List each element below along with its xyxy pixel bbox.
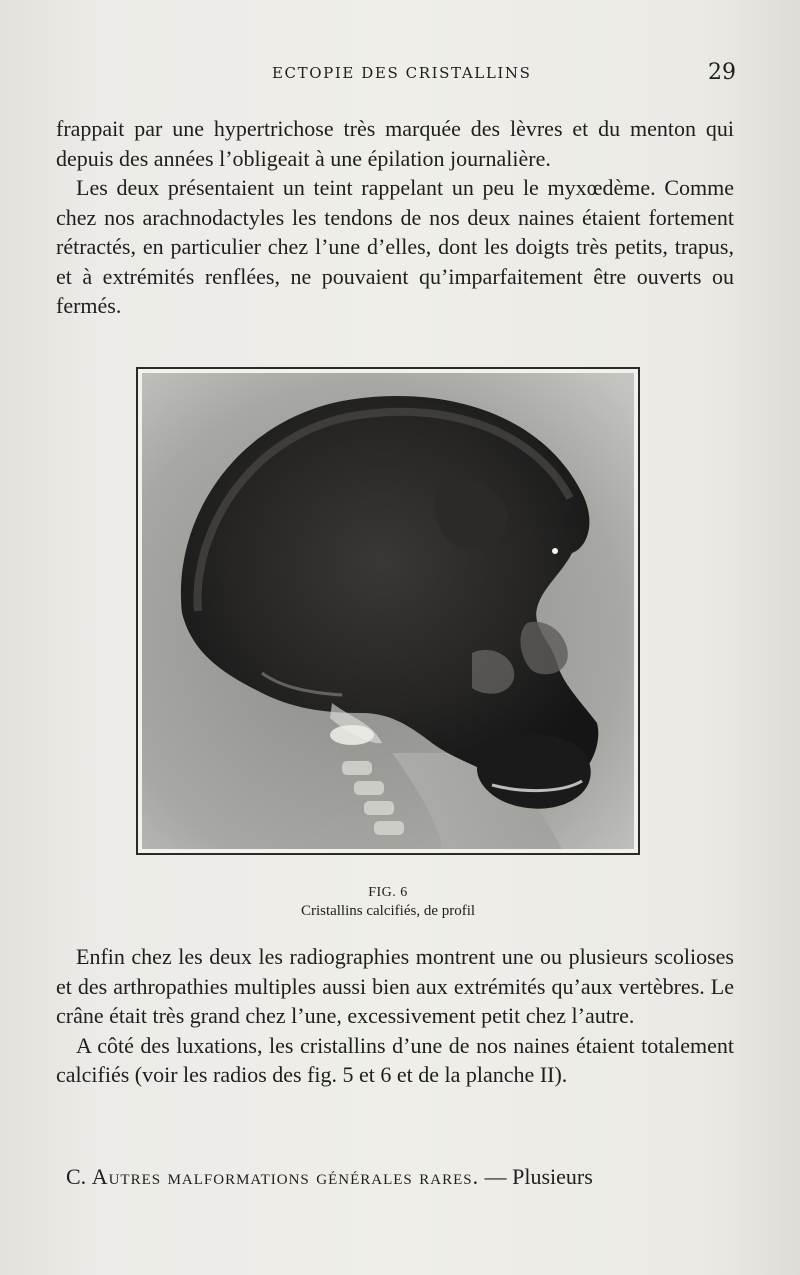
paragraph: Les deux présentaient un teint rappelant un peu le myxœdème. Comme chez nos arachnodactyles les tendons de nos deux naines étaient fortement rétractés, en particulier chez l’une d’elles, dont les doigts très petits, trapus, et à extrémités renflées, ne pouvaient qu’imparfaitement être ouverts ou fermés. [56,175,734,318]
xray-figure [136,367,640,855]
section-label: C. [66,1164,87,1189]
paragraph: Enfin chez les deux les radiographies montrent une ou plusieurs scolioses et des arthropathies multiples aussi bien aux extrémités qu’aux vertèbres. Le crâne était très grand chez l’une, excessivement petit chez l’autre. [56,944,734,1028]
figure-caption-text: Cristallins calcifiés, de profil [300,903,476,919]
section-heading [66,1162,734,1192]
running-title: ECTOPIE DES CRISTALLINS [272,64,532,82]
body-text-top [56,114,734,321]
body-text-bottom [56,942,734,1090]
section-continuation: — Plusieurs [484,1164,593,1189]
figure-caption [136,884,640,921]
figure-number: FIG. 6 [368,885,408,900]
paragraph: A côté des luxations, les cristallins d’une de nos naines étaient totalement calcifiés (voir les radios des fig. 5 et 6 et de la planche II). [56,1032,734,1087]
paragraph: frappait par une hypertrichose très marquée des lèvres et du menton qui depuis des années l’obligeait à une épilation journalière. [56,116,734,171]
page-number: 29 [708,60,736,85]
running-head [0,60,800,88]
skull-xray-image [142,373,634,849]
section-title: Autres malformations générales rares. [91,1164,480,1189]
